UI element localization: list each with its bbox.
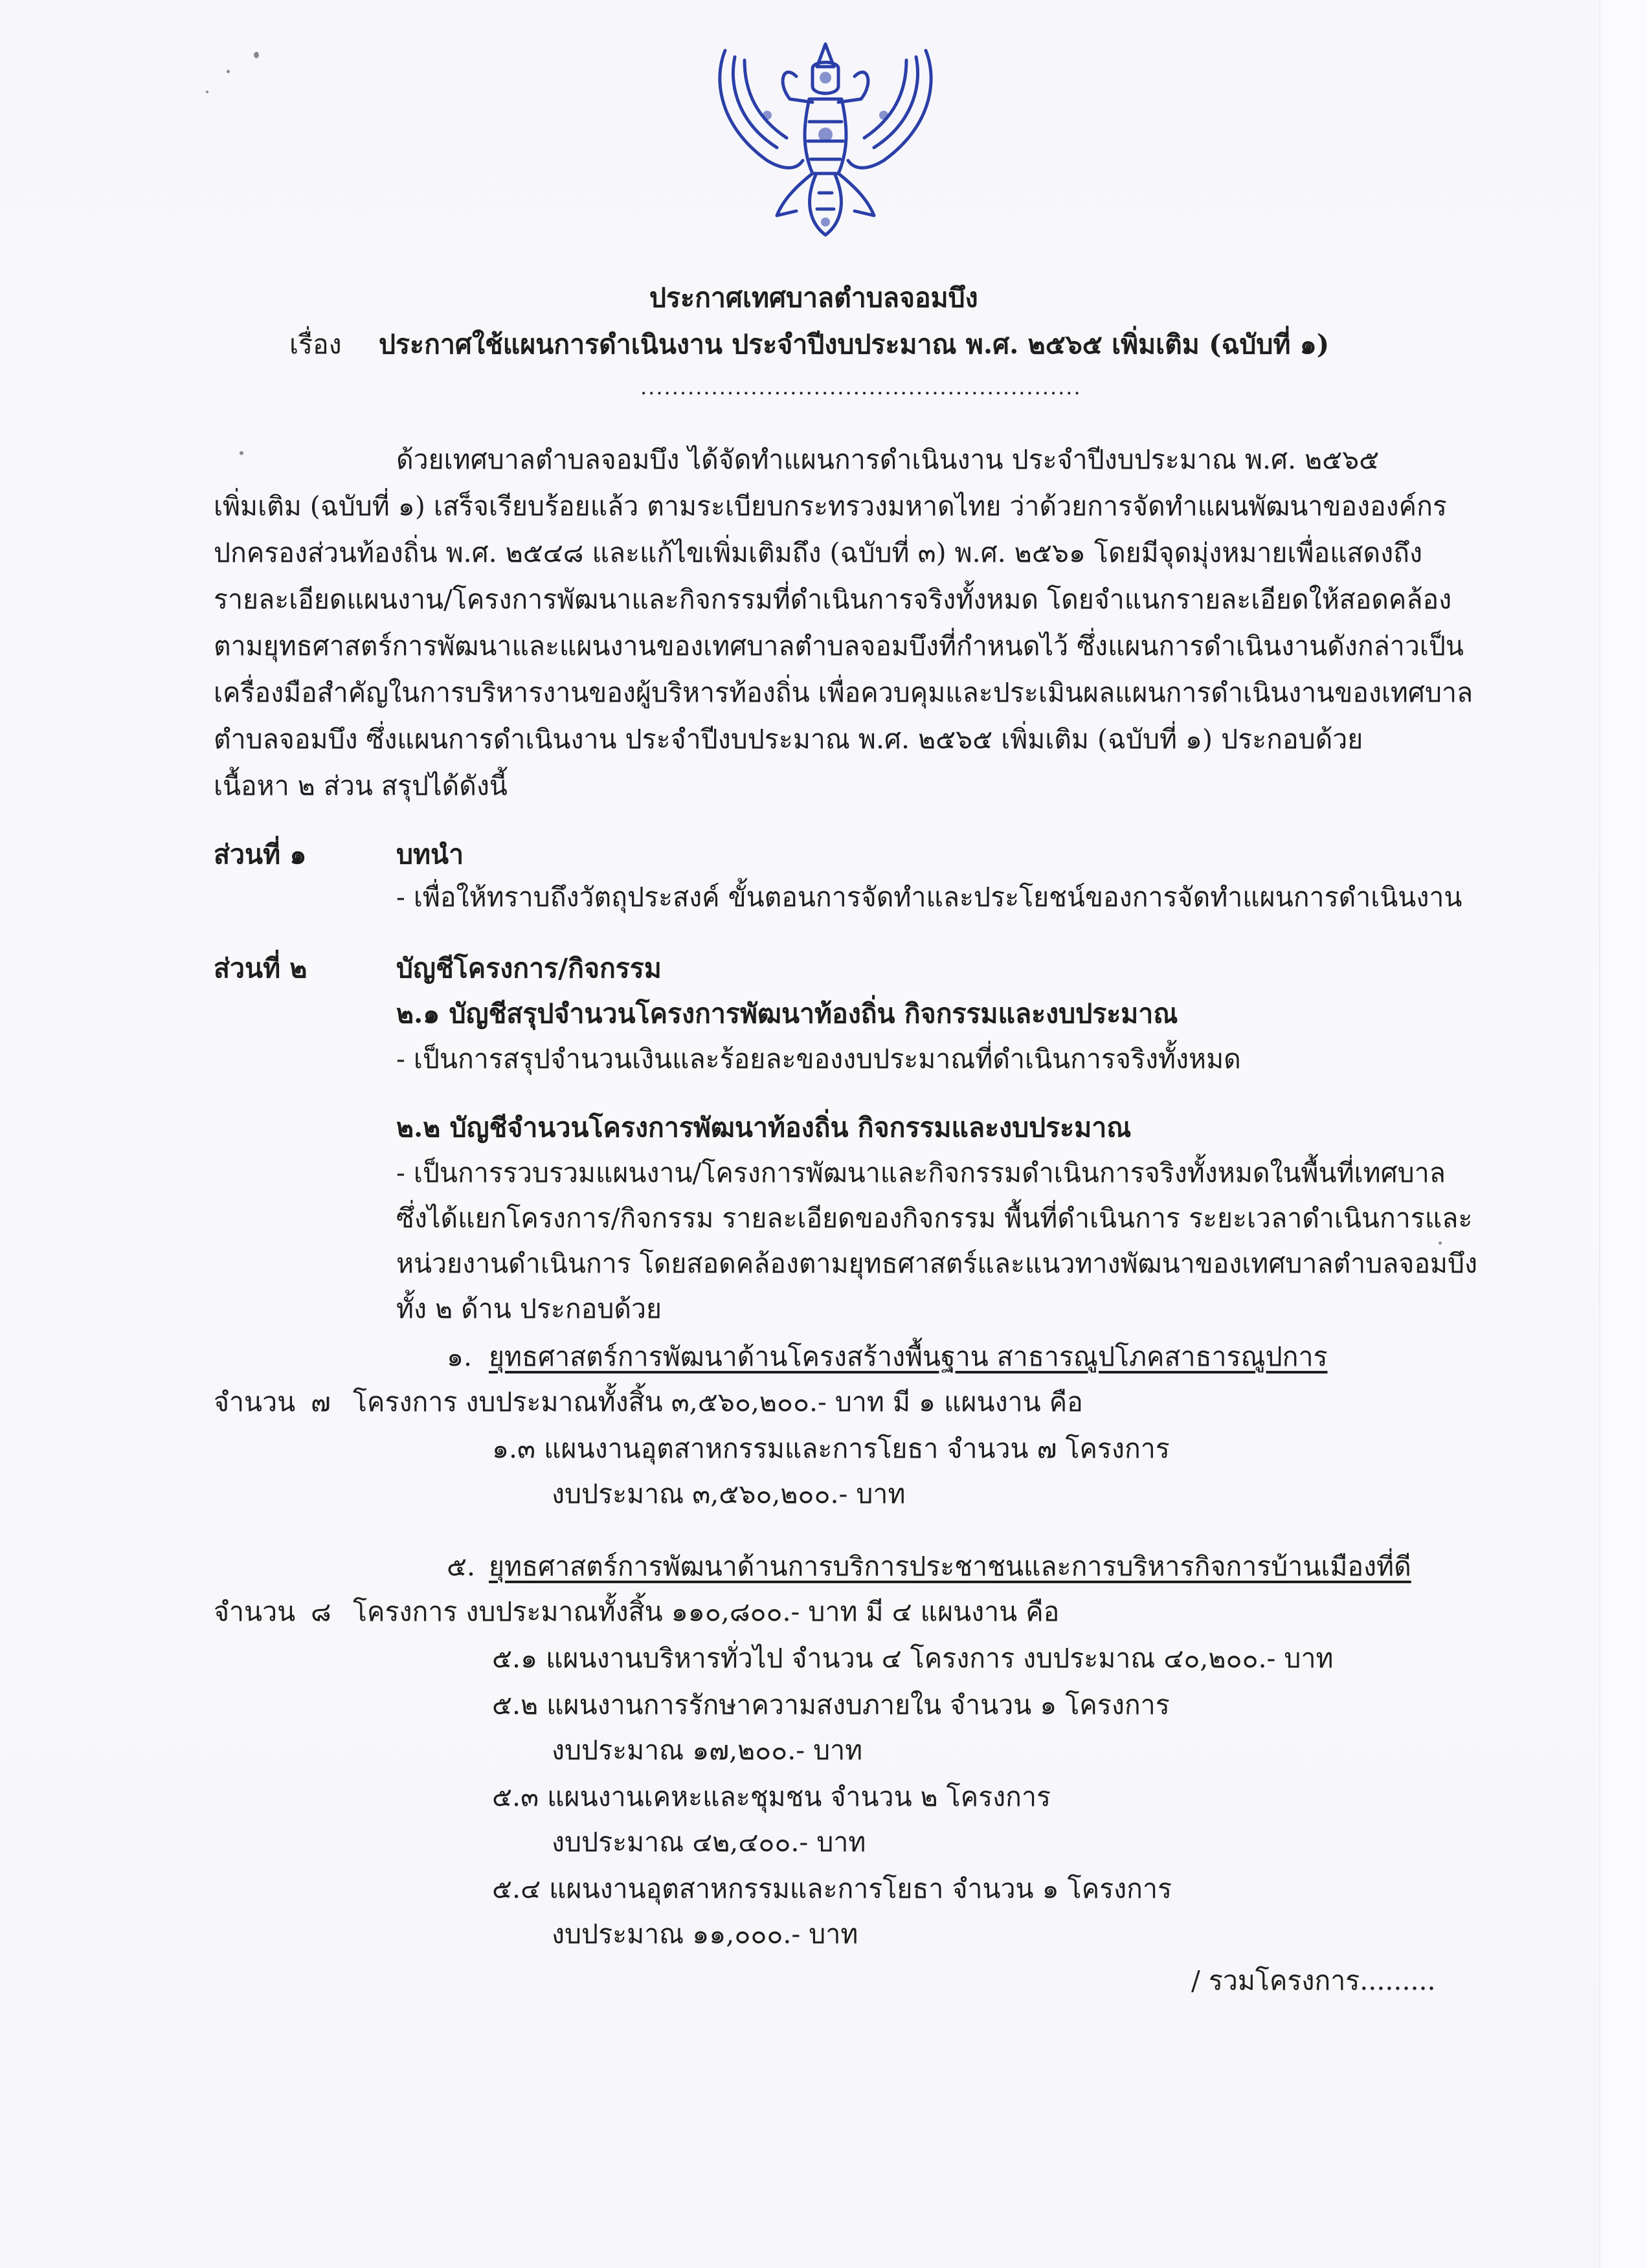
strategy5-summary-count: ๘: [311, 1596, 331, 1627]
scan-speck: [227, 70, 230, 73]
strategy1-summary-label: จำนวน: [214, 1386, 296, 1418]
part2-sub1-heading: ๒.๑ บัญชีสรุปจำนวนโครงการพัฒนาท้องถิ่น กิจกรรมและงบประมาณ: [396, 998, 1178, 1029]
strategy1-plan-1-line-2: งบประมาณ ๓,๕๖๐,๒๐๐.- บาท: [552, 1478, 906, 1509]
part1-description: - เพื่อให้ทราบถึงวัตถุประสงค์ ขั้นตอนการจัดทำและประโยชน์ของการจัดทำแผนการดำเนินงาน: [396, 882, 1462, 913]
part2-sub2-heading: ๒.๒ บัญชีจำนวนโครงการพัฒนาท้องถิ่น กิจกรรมและงบประมาณ: [396, 1112, 1132, 1143]
part1-label: ส่วนที่ ๑: [214, 839, 307, 870]
intro-line-2: เพิ่มเติม (ฉบับที่ ๑) เสร็จเรียบร้อยแล้ว ตามระเบียบกระทรวงมหาดไทย ว่าด้วยการจัดทำแผนพัฒนาขององค์กร: [214, 491, 1447, 522]
intro-line-8: เนื้อหา ๒ ส่วน สรุปได้ดังนี้: [214, 770, 508, 801]
strategy1-plan-1-line-1: ๑.๓ แผนงานอุตสาหกรรมและการโยธา จำนวน ๗ โครงการ: [492, 1433, 1170, 1464]
continued-marker: / รวมโครงการ.........: [1191, 1965, 1436, 1996]
strategy5-plan-2-line-1: ๕.๒ แผนงานการรักษาความสงบภายใน จำนวน ๑ โครงการ: [492, 1689, 1170, 1720]
strategy1-title: ยุทธศาสตร์การพัฒนาด้านโครงสร้างพื้นฐาน สาธารณูปโภคสาธารณูปการ: [489, 1341, 1328, 1372]
strategy5-plan-2-line-2: งบประมาณ ๑๗,๒๐๐.- บาท: [552, 1735, 863, 1766]
strategy5-summary-label: จำนวน: [214, 1596, 296, 1627]
intro-line-4: รายละเอียดแผนงาน/โครงการพัฒนาและกิจกรรมที่ดำเนินการจริงทั้งหมด โดยจำแนกรายละเอียดให้สอดคล้อง: [214, 584, 1452, 615]
part2-sub2-line-4: ทั้ง ๒ ด้าน ประกอบด้วย: [396, 1293, 662, 1324]
strategy5-plan-3-line-1: ๕.๓ แผนงานเคหะและชุมชน จำนวน ๒ โครงการ: [492, 1781, 1051, 1812]
strategy5-plan-1-line-1: ๕.๑ แผนงานบริหารทั่วไป จำนวน ๔ โครงการ งบประมาณ ๔๐,๒๐๐.- บาท: [492, 1643, 1334, 1674]
strategy5-plan-4-line-1: ๕.๔ แผนงานอุตสาหกรรมและการโยธา จำนวน ๑ โครงการ: [492, 1873, 1172, 1904]
strategy5-summary-text: โครงการ งบประมาณทั้งสิ้น ๑๑๐,๘๐๐.- บาท มี ๔ แผนงาน คือ: [353, 1596, 1060, 1627]
intro-line-1: ด้วยเทศบาลตำบลจอมบึง ได้จัดทำแผนการดำเนินงาน ประจำปีงบประมาณ พ.ศ. ๒๕๖๕: [396, 444, 1380, 475]
scan-speck: [240, 451, 243, 455]
intro-line-6: เครื่องมือสำคัญในการบริหารงานของผู้บริหารท้องถิ่น เพื่อควบคุมและประเมินผลแผนการดำเนินงานของเทศบาล: [214, 677, 1473, 708]
scan-speck: [254, 52, 259, 58]
strategy5-plan-3-line-2: งบประมาณ ๔๒,๔๐๐.- บาท: [552, 1827, 866, 1858]
part2-heading: บัญชีโครงการ/กิจกรรม: [396, 953, 662, 984]
strategy5-title: ยุทธศาสตร์การพัฒนาด้านการบริการประชาชนและการบริหารกิจการบ้านเมืองที่ดี: [489, 1551, 1411, 1582]
part1-heading: บทนำ: [396, 839, 464, 870]
scan-speck: [1439, 1241, 1442, 1245]
strategy1-summary-text: โครงการ งบประมาณทั้งสิ้น ๓,๕๖๐,๒๐๐.- บาท มี ๑ แผนงาน คือ: [353, 1386, 1083, 1418]
header-divider: ........................................................: [640, 375, 1082, 399]
subject-text: ประกาศใช้แผนการดำเนินงาน ประจำปีงบประมาณ พ.ศ. ๒๕๖๕ เพิ่มเติม (ฉบับที่ ๑): [379, 329, 1330, 360]
intro-line-3: ปกครองส่วนท้องถิ่น พ.ศ. ๒๕๔๘ และแก้ไขเพิ่มเติมถึง (ฉบับที่ ๓) พ.ศ. ๒๕๖๑ โดยมีจุดมุ่งหมายเพื่อแสดงถึง: [214, 537, 1423, 568]
part2-sub2-line-3: หน่วยงานดำเนินการ โดยสอดคล้องตามยุทธศาสตร์และแนวทางพัฒนาของเทศบาลตำบลจอมบึง: [396, 1248, 1478, 1279]
strategy1-number: ๑.: [447, 1341, 473, 1372]
part2-label: ส่วนที่ ๒: [214, 953, 308, 984]
scan-speck: [206, 91, 208, 93]
strategy5-number: ๕.: [447, 1551, 476, 1582]
strategy1-summary-count: ๗: [311, 1386, 331, 1418]
strategy5-plan-4-line-2: งบประมาณ ๑๑,๐๐๐.- บาท: [552, 1918, 858, 1950]
part2-sub1-description: - เป็นการสรุปจำนวนเงินและร้อยละของงบประมาณที่ดำเนินการจริงทั้งหมด: [396, 1043, 1241, 1074]
garuda-emblem-icon: [706, 38, 945, 245]
notice-title: ประกาศเทศบาลตำบลจอมบึง: [649, 282, 978, 313]
intro-line-7: ตำบลจอมบึง ซึ่งแผนการดำเนินงาน ประจำปีงบประมาณ พ.ศ. ๒๕๖๕ เพิ่มเติม (ฉบับที่ ๑) ประกอบด้วย: [214, 724, 1363, 755]
subject-label: เรื่อง: [289, 329, 342, 360]
part2-sub2-line-2: ซึ่งได้แยกโครงการ/กิจกรรม รายละเอียดของกิจกรรม พื้นที่ดำเนินการ ระยะเวลาดำเนินการและ: [396, 1203, 1473, 1234]
part2-sub2-line-1: - เป็นการรวบรวมแผนงาน/โครงการพัฒนาและกิจกรรมดำเนินการจริงทั้งหมดในพื้นที่เทศบาล: [396, 1157, 1446, 1188]
intro-line-5: ตามยุทธศาสตร์การพัฒนาและแผนงานของเทศบาลตำบลจอมบึงที่กำหนดไว้ ซึ่งแผนการดำเนินงานดังกล่าวเป็น: [214, 630, 1464, 662]
scan-edge: [1599, 0, 1647, 2268]
